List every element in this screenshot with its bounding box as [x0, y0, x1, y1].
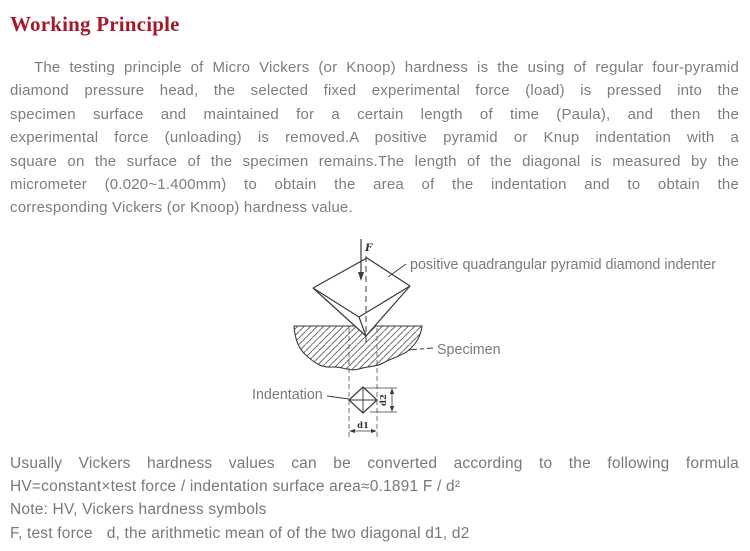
paragraph-line: diamond pressure head, the selected fixed experimental force (load) is pressed into the	[10, 82, 739, 100]
note-d: d, the arithmetic mean of of the two diagonal d1, d2	[106, 524, 470, 542]
dimension-d2-label: d2	[379, 394, 389, 406]
paragraph-line: The testing principle of Micro Vickers (or Knoop) hardness is the using of regular four-pyramid	[34, 59, 739, 76]
vickers-indenter-diagram	[0, 236, 750, 448]
formula-note-symbols	[10, 522, 739, 545]
indenter-label: positive quadrangular pyramid diamond indenter	[410, 257, 716, 273]
formula-section	[10, 452, 739, 545]
formula-note: Note: HV, Vickers hardness symbols	[10, 501, 267, 519]
dimension-d1-label: d1	[357, 421, 369, 431]
specimen-label-leader	[408, 348, 433, 350]
working-principle-paragraph	[10, 56, 739, 220]
hardness-formula: HV=constant×test force / indentation surface area≈0.1891 F / d²	[10, 478, 461, 496]
force-label: F	[365, 242, 373, 254]
indenter-label-leader	[388, 264, 406, 277]
paragraph-line: square on the surface of the specimen remains.The length of the diagonal is measured by the	[10, 152, 739, 170]
paragraph-line: corresponding Vickers (or Knoop) hardness value.	[10, 199, 353, 217]
indentation-diamond	[349, 387, 377, 413]
indentation-label-leader	[327, 396, 349, 399]
paragraph-line: specimen surface and maintained for a certain length of time (Paula), and then the	[10, 105, 739, 123]
specimen-shape	[294, 326, 422, 370]
indentation-label: Indentation	[252, 387, 323, 403]
formula-intro: Usually Vickers hardness values can be converted according to the following formula	[10, 455, 739, 472]
dimension-d1	[349, 421, 377, 433]
paragraph-line: experimental force (unloading) is removed.A positive pyramid or Knup indentation with a	[10, 129, 739, 147]
page-title: Working Principle	[10, 12, 180, 36]
specimen-label: Specimen	[437, 342, 501, 358]
note-f: F, test force	[10, 524, 93, 542]
paragraph-line: micrometer (0.020~1.400mm) to obtain the area of the indentation and to obtain the	[10, 176, 739, 194]
